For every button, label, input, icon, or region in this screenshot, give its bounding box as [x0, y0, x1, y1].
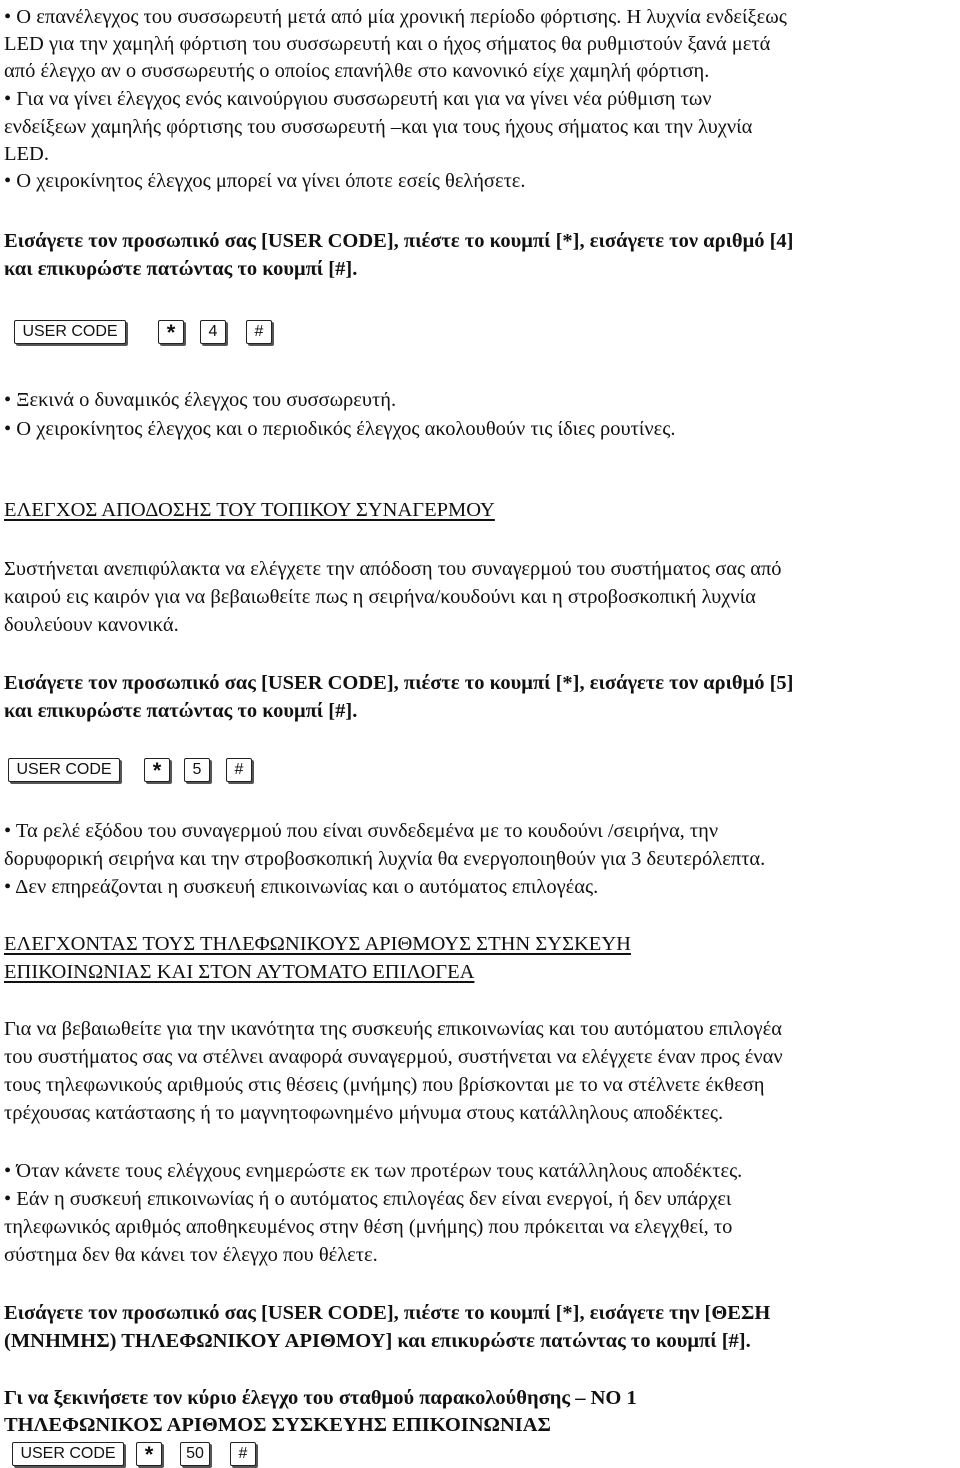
text-line: τηλεφωνικός αριθμός αποθηκευμένος στην θέση (μνήμης) που πρόκειται να ελεγχθεί, το [4, 1216, 733, 1238]
bullet-item: • Ο χειροκίνητος έλεγχος και ο περιοδικός έλεγχος ακολουθούν τις ίδιες ρουτίνες. [4, 418, 676, 440]
text-line: δορυφορική σειρήνα και την στροβοσκοπική λυχνία θα ενεργοποιηθούν για 3 δευτερόλεπτα. [4, 848, 766, 870]
instruction-line: Γι να ξεκινήσετε τον κύριο έλεγχο του σταθμού παρακολούθησης – ΝΟ 1 [4, 1387, 637, 1409]
star-key: * [158, 320, 184, 344]
section-heading: ΕΛΕΓΧΟΝΤΑΣ ΤΟΥΣ ΤΗΛΕΦΩΝΙΚΟΥΣ ΑΡΙΘΜΟΥΣ ΣΤΗΝ ΣΥΣΚΕΥΗ [4, 933, 631, 955]
instruction-line: (ΜΝΗΜΗΣ) ΤΗΛΕΦΩΝΙΚΟΥ ΑΡΙΘΜΟΥ] και επικυρώστε πατώντας το κουμπί [#]. [4, 1330, 751, 1352]
user-code-key: USER CODE [8, 758, 120, 782]
star-key: * [136, 1442, 162, 1466]
text-line: καιρού εις καιρόν για να βεβαιωθείτε πως η σειρήνα/κουδούνι και η στροβοσκοπική λυχνία [4, 586, 756, 608]
key-sequence [14, 320, 274, 346]
instruction-line: Εισάγετε τον προσωπικό σας [USER CODE], πιέστε το κουμπί [*], εισάγετε την [ΘΕΣΗ [4, 1302, 771, 1324]
text-line: από έλεγχο αν ο συσσωρευτής ο οποίος επανήλθε στο κανονικό είχε χαμηλή φόρτιση. [4, 60, 710, 82]
star-key: * [144, 758, 170, 782]
text-line: Συστήνεται ανεπιφύλακτα να ελέγχετε την απόδοση του συναγερμού του συστήματος σας από [4, 558, 782, 580]
text-line: σύστημα δεν θα κάνει τον έλεγχο που θέλετε. [4, 1244, 378, 1266]
bullet-item: • Τα ρελέ εξόδου του συναγερμού που είναι συνδεδεμένα με το κουδούνι /σειρήνα, την [4, 820, 719, 842]
bullet-item: • Ξεκινά ο δυναμικός έλεγχος του συσσωρευτή. [4, 389, 397, 411]
number-key: 4 [200, 320, 226, 344]
text-line: ενδείξεων χαμηλής φόρτισης του συσσωρευτή –και για τους ήχους σήματος και την λυχνία [4, 116, 753, 138]
text-line: LED. [4, 143, 49, 165]
text-line: τρέχουσας κατάστασης ή το μαγνητοφωνημένο μήνυμα στους κατάλληλους αποδέκτες. [4, 1102, 724, 1124]
text-line: Για να βεβαιωθείτε για την ικανότητα της συσκευής επικοινωνίας και του αυτόματου επιλογέα [4, 1018, 782, 1040]
instruction-line: και επικυρώστε πατώντας το κουμπί [#]. [4, 258, 358, 280]
bullet-item: • Δεν επηρεάζονται η συσκευή επικοινωνίας και ο αυτόματος επιλογέας. [4, 876, 599, 898]
section-heading: ΕΠΙΚΟΙΝΩΝΙΑΣ ΚΑΙ ΣΤΟΝ ΑΥΤΟΜΑΤΟ ΕΠΙΛΟΓΕΑ [4, 961, 475, 983]
hash-key: # [246, 320, 272, 344]
section-heading: ΕΛΕΓΧΟΣ ΑΠΟΔΟΣΗΣ ΤΟΥ ΤΟΠΙΚΟΥ ΣΥΝΑΓΕΡΜΟΥ [4, 499, 495, 521]
key-sequence [12, 1442, 272, 1468]
bullet-item: • Όταν κάνετε τους ελέγχους ενημερώστε εκ των προτέρων τους κατάλληλους αποδέκτες. [4, 1160, 743, 1182]
instruction-line: Εισάγετε τον προσωπικό σας [USER CODE], πιέστε το κουμπί [*], εισάγετε τον αριθμό [5] [4, 672, 794, 694]
text-line: • Ο επανέλεγχος του συσσωρευτή μετά από μία χρονική περίοδο φόρτισης. Η λυχνία ενδείξεως [4, 6, 787, 28]
text-line: του συστήματος σας να στέλνει αναφορά συναγερμού, συστήνεται να ελέγχετε έναν προς έναν [4, 1046, 783, 1068]
user-code-key: USER CODE [12, 1442, 124, 1466]
instruction-line: ΤΗΛΕΦΩΝΙΚΟΣ ΑΡΙΘΜΟΣ ΣΥΣΚΕΥΗΣ ΕΠΙΚΟΙΝΩΝΙΑΣ [4, 1414, 551, 1436]
instruction-line: Εισάγετε τον προσωπικό σας [USER CODE], πιέστε το κουμπί [*], εισάγετε τον αριθμό [4] [4, 230, 794, 252]
text-line: τους τηλεφωνικούς αριθμούς στις θέσεις (μνήμης) που βρίσκονται με το να στέλνετε έκθεση [4, 1074, 765, 1096]
number-key: 50 [180, 1442, 210, 1466]
user-code-key: USER CODE [14, 320, 126, 344]
hash-key: # [230, 1442, 256, 1466]
text-line: δουλεύουν κανονικά. [4, 614, 179, 636]
text-line: • Για να γίνει έλεγχος ενός καινούργιου συσσωρευτή και για να γίνει νέα ρύθμιση των [4, 88, 712, 110]
number-key: 5 [184, 758, 210, 782]
key-sequence [8, 758, 268, 784]
hash-key: # [226, 758, 252, 782]
bullet-item: • Εάν η συσκευή επικοινωνίας ή ο αυτόματος επιλογέας δεν είναι ενεργοί, ή δεν υπάρχει [4, 1188, 732, 1210]
text-line: LED για την χαμηλή φόρτιση του συσσωρευτή και ο ήχος σήματος θα ρυθμιστούν ξανά μετά [4, 33, 771, 55]
instruction-line: και επικυρώστε πατώντας το κουμπί [#]. [4, 700, 358, 722]
text-line: • Ο χειροκίνητος έλεγχος μπορεί να γίνει όποτε εσείς θελήσετε. [4, 170, 526, 192]
